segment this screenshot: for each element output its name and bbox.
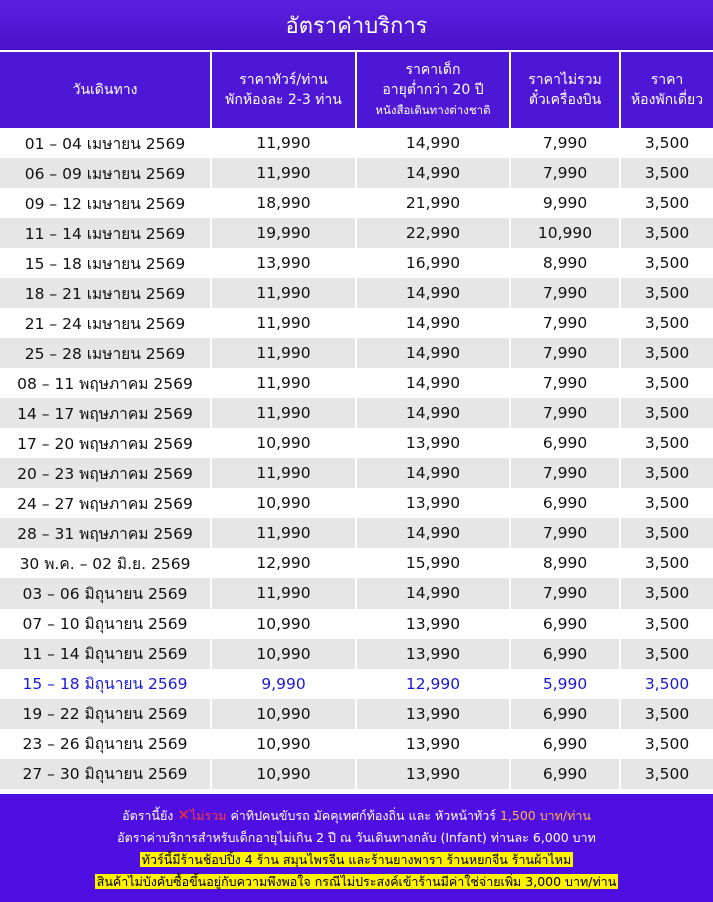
adult-price-cell: 10,990 — [211, 428, 356, 458]
date-cell: 27 – 30 มิถุนายน 2569 — [0, 759, 211, 789]
table-header-row — [0, 52, 713, 128]
date-cell: 11 – 14 มิถุนายน 2569 — [0, 639, 211, 669]
single-room-price-cell: 3,500 — [620, 578, 713, 608]
single-room-price-cell: 3,500 — [620, 158, 713, 188]
child-price-cell: 16,990 — [356, 248, 510, 278]
table-row — [0, 338, 713, 368]
date-cell: 18 – 21 เมษายน 2569 — [0, 278, 211, 308]
single-room-price-cell: 3,500 — [620, 669, 713, 699]
adult-price-cell: 11,990 — [211, 278, 356, 308]
adult-price-cell: 10,990 — [211, 609, 356, 639]
table-row — [0, 428, 713, 458]
table-row — [0, 248, 713, 278]
table-row — [0, 548, 713, 578]
single-room-price-cell: 3,500 — [620, 338, 713, 368]
child-price-cell: 21,990 — [356, 188, 510, 218]
date-cell: 24 – 27 พฤษภาคม 2569 — [17, 494, 193, 513]
no-flight-price-cell: 6,990 — [510, 759, 620, 789]
table-row — [0, 729, 713, 759]
table-row — [0, 639, 713, 669]
single-room-price-cell: 3,500 — [620, 368, 713, 398]
table-row — [0, 669, 713, 699]
header-travel-date: วันเดินทาง — [0, 52, 211, 128]
page-title: อัตราค่าบริการ — [0, 0, 713, 52]
child-price-cell: 14,990 — [356, 158, 510, 188]
single-room-price-cell: 3,500 — [620, 278, 713, 308]
table-row — [0, 518, 713, 548]
no-flight-price-cell: 7,990 — [510, 458, 620, 488]
footer-note-exclusions: อัตรานี้ยัง ✕ไม่รวม ค่าทิปคนขับรถ มัคคุเทศก์ท้องถิ่น และ หัวหน้าทัวร์ 1,500 บาท/ท่าน — [122, 805, 591, 824]
single-room-price-cell: 3,500 — [620, 488, 713, 518]
table-row — [0, 609, 713, 639]
child-price-cell: 13,990 — [356, 428, 510, 458]
no-flight-price-cell: 6,990 — [510, 639, 620, 669]
adult-price-cell: 10,990 — [211, 759, 356, 789]
date-cell: 14 – 17 พฤษภาคม 2569 — [0, 398, 211, 428]
adult-price-cell: 10,990 — [211, 488, 356, 518]
no-flight-price-cell: 8,990 — [510, 548, 620, 578]
date-cell: 07 – 10 มิถุนายน 2569 — [22, 615, 188, 634]
single-room-price-cell: 3,500 — [620, 458, 713, 488]
adult-price-cell: 11,990 — [211, 308, 356, 338]
price-table — [0, 52, 713, 789]
table-row — [0, 188, 713, 218]
no-flight-price-cell: 9,990 — [510, 188, 620, 218]
no-flight-price-cell: 7,990 — [510, 278, 620, 308]
child-price-cell: 14,990 — [356, 368, 510, 398]
date-cell: 25 – 28 เมษายน 2569 — [0, 338, 211, 368]
footer-note-infant: อัตราค่าบริการสำหรับเด็กอายุไม่เกิน 2 ปี ณ วันเดินทางกลับ (Infant) ท่านละ 6,000 บาท — [117, 829, 596, 845]
adult-price-cell: 19,990 — [211, 218, 356, 248]
no-flight-price-cell: 7,990 — [510, 308, 620, 338]
child-price-cell: 14,990 — [356, 128, 510, 158]
date-cell: 23 – 26 มิถุนายน 2569 — [22, 735, 188, 754]
child-price-cell: 14,990 — [356, 458, 510, 488]
adult-price-cell: 11,990 — [211, 518, 356, 548]
date-cell: 15 – 18 เมษายน 2569 — [24, 254, 186, 273]
no-flight-price-cell: 6,990 — [510, 699, 620, 729]
child-price-cell: 14,990 — [356, 308, 510, 338]
no-flight-price-cell: 10,990 — [510, 218, 620, 248]
no-flight-price-cell: 5,990 — [510, 669, 620, 699]
header-single-room-price: ราคา ห้องพักเดี่ยว — [620, 52, 713, 128]
adult-price-cell: 18,990 — [211, 188, 356, 218]
footer-note-shopping: ทัวร์นี้มีร้านช้อปปิ้ง 4 ร้าน สมุนไพรจีน และร้านยางพารา ร้านหยกจีน ร้านผ้าไหม — [141, 851, 572, 867]
adult-price-cell: 13,990 — [211, 248, 356, 278]
footer-note-shopping-fee: สินค้าไม่บังคับซื้อขึ้นอยู่กับความพึงพอใจ กรณีไม่ประสงค์เข้าร้านมีค่าใช่จ่ายเพิ่ม 3,000 บาท/ท่าน — [96, 873, 617, 889]
no-flight-price-cell: 7,990 — [510, 128, 620, 158]
adult-price-cell: 10,990 — [211, 729, 356, 759]
child-price-cell: 14,990 — [356, 338, 510, 368]
header-no-flight-price: ราคาไม่รวม ตั๋วเครื่องบิน — [510, 52, 620, 128]
no-flight-price-cell: 6,990 — [510, 609, 620, 639]
table-row — [0, 398, 713, 428]
child-price-cell: 13,990 — [356, 729, 510, 759]
single-room-price-cell: 3,500 — [620, 729, 713, 759]
footer-notes — [0, 794, 713, 902]
single-room-price-cell: 3,500 — [620, 609, 713, 639]
table-row — [0, 368, 713, 398]
date-cell: 06 – 09 เมษายน 2569 — [0, 158, 211, 188]
single-room-price-cell: 3,500 — [620, 248, 713, 278]
single-room-price-cell: 3,500 — [620, 128, 713, 158]
child-price-cell: 13,990 — [356, 699, 510, 729]
header-child-price: ราคาเด็ก อายุต่ำกว่า 20 ปี หนังสือเดินทางต่างชาติ — [356, 52, 510, 128]
date-cell: 15 – 18 มิถุนายน 2569 — [22, 675, 188, 694]
single-room-price-cell: 3,500 — [620, 428, 713, 458]
no-flight-price-cell: 6,990 — [510, 488, 620, 518]
table-row — [0, 218, 713, 248]
table-row — [0, 308, 713, 338]
no-flight-price-cell: 7,990 — [510, 398, 620, 428]
table-row — [0, 488, 713, 518]
no-flight-price-cell: 7,990 — [510, 518, 620, 548]
child-price-cell: 13,990 — [356, 759, 510, 789]
table-row — [0, 458, 713, 488]
date-cell: 21 – 24 เมษายน 2569 — [24, 314, 186, 333]
adult-price-cell: 12,990 — [211, 548, 356, 578]
child-price-cell: 22,990 — [356, 218, 510, 248]
single-room-price-cell: 3,500 — [620, 218, 713, 248]
adult-price-cell: 10,990 — [211, 639, 356, 669]
table-row — [0, 759, 713, 789]
adult-price-cell: 11,990 — [211, 338, 356, 368]
date-cell: 01 – 04 เมษายน 2569 — [24, 134, 186, 153]
no-flight-price-cell: 7,990 — [510, 578, 620, 608]
no-flight-price-cell: 7,990 — [510, 368, 620, 398]
single-room-price-cell: 3,500 — [620, 188, 713, 218]
date-cell: 19 – 22 มิถุนายน 2569 — [0, 699, 211, 729]
single-room-price-cell: 3,500 — [620, 639, 713, 669]
single-room-price-cell: 3,500 — [620, 699, 713, 729]
child-price-cell: 14,990 — [356, 518, 510, 548]
table-row — [0, 578, 713, 608]
cross-icon: ✕ — [177, 805, 190, 824]
adult-price-cell: 11,990 — [211, 398, 356, 428]
date-cell: 08 – 11 พฤษภาคม 2569 — [17, 374, 193, 393]
table-row — [0, 278, 713, 308]
date-cell: 11 – 14 เมษายน 2569 — [0, 218, 211, 248]
single-room-price-cell: 3,500 — [620, 308, 713, 338]
adult-price-cell: 11,990 — [211, 578, 356, 608]
date-cell: 03 – 06 มิถุนายน 2569 — [0, 578, 211, 608]
child-price-cell: 14,990 — [356, 398, 510, 428]
table-row — [0, 699, 713, 729]
child-price-cell: 12,990 — [356, 669, 510, 699]
header-adult-price: ราคาทัวร์/ท่าน พักห้องละ 2-3 ท่าน — [211, 52, 356, 128]
no-flight-price-cell: 6,990 — [510, 729, 620, 759]
date-cell: 30 พ.ค. – 02 มิ.ย. 2569 — [19, 554, 191, 573]
adult-price-cell: 11,990 — [211, 158, 356, 188]
single-room-price-cell: 3,500 — [620, 518, 713, 548]
no-flight-price-cell: 6,990 — [510, 428, 620, 458]
table-row — [0, 128, 713, 158]
child-price-cell: 14,990 — [356, 578, 510, 608]
no-flight-price-cell: 8,990 — [510, 248, 620, 278]
single-room-price-cell: 3,500 — [620, 398, 713, 428]
adult-price-cell: 11,990 — [211, 458, 356, 488]
no-flight-price-cell: 7,990 — [510, 338, 620, 368]
single-room-price-cell: 3,500 — [620, 548, 713, 578]
single-room-price-cell: 3,500 — [620, 759, 713, 789]
child-price-cell: 13,990 — [356, 488, 510, 518]
no-flight-price-cell: 7,990 — [510, 158, 620, 188]
date-cell: 28 – 31 พฤษภาคม 2569 — [0, 518, 211, 548]
adult-price-cell: 11,990 — [211, 128, 356, 158]
adult-price-cell: 10,990 — [211, 699, 356, 729]
child-price-cell: 13,990 — [356, 639, 510, 669]
date-cell: 17 – 20 พฤษภาคม 2569 — [17, 434, 193, 453]
date-cell: 20 – 23 พฤษภาคม 2569 — [0, 458, 211, 488]
adult-price-cell: 11,990 — [211, 368, 356, 398]
adult-price-cell: 9,990 — [211, 669, 356, 699]
table-row — [0, 158, 713, 188]
child-price-cell: 14,990 — [356, 278, 510, 308]
date-cell: 09 – 12 เมษายน 2569 — [24, 194, 186, 213]
child-price-cell: 15,990 — [356, 548, 510, 578]
child-price-cell: 13,990 — [356, 609, 510, 639]
